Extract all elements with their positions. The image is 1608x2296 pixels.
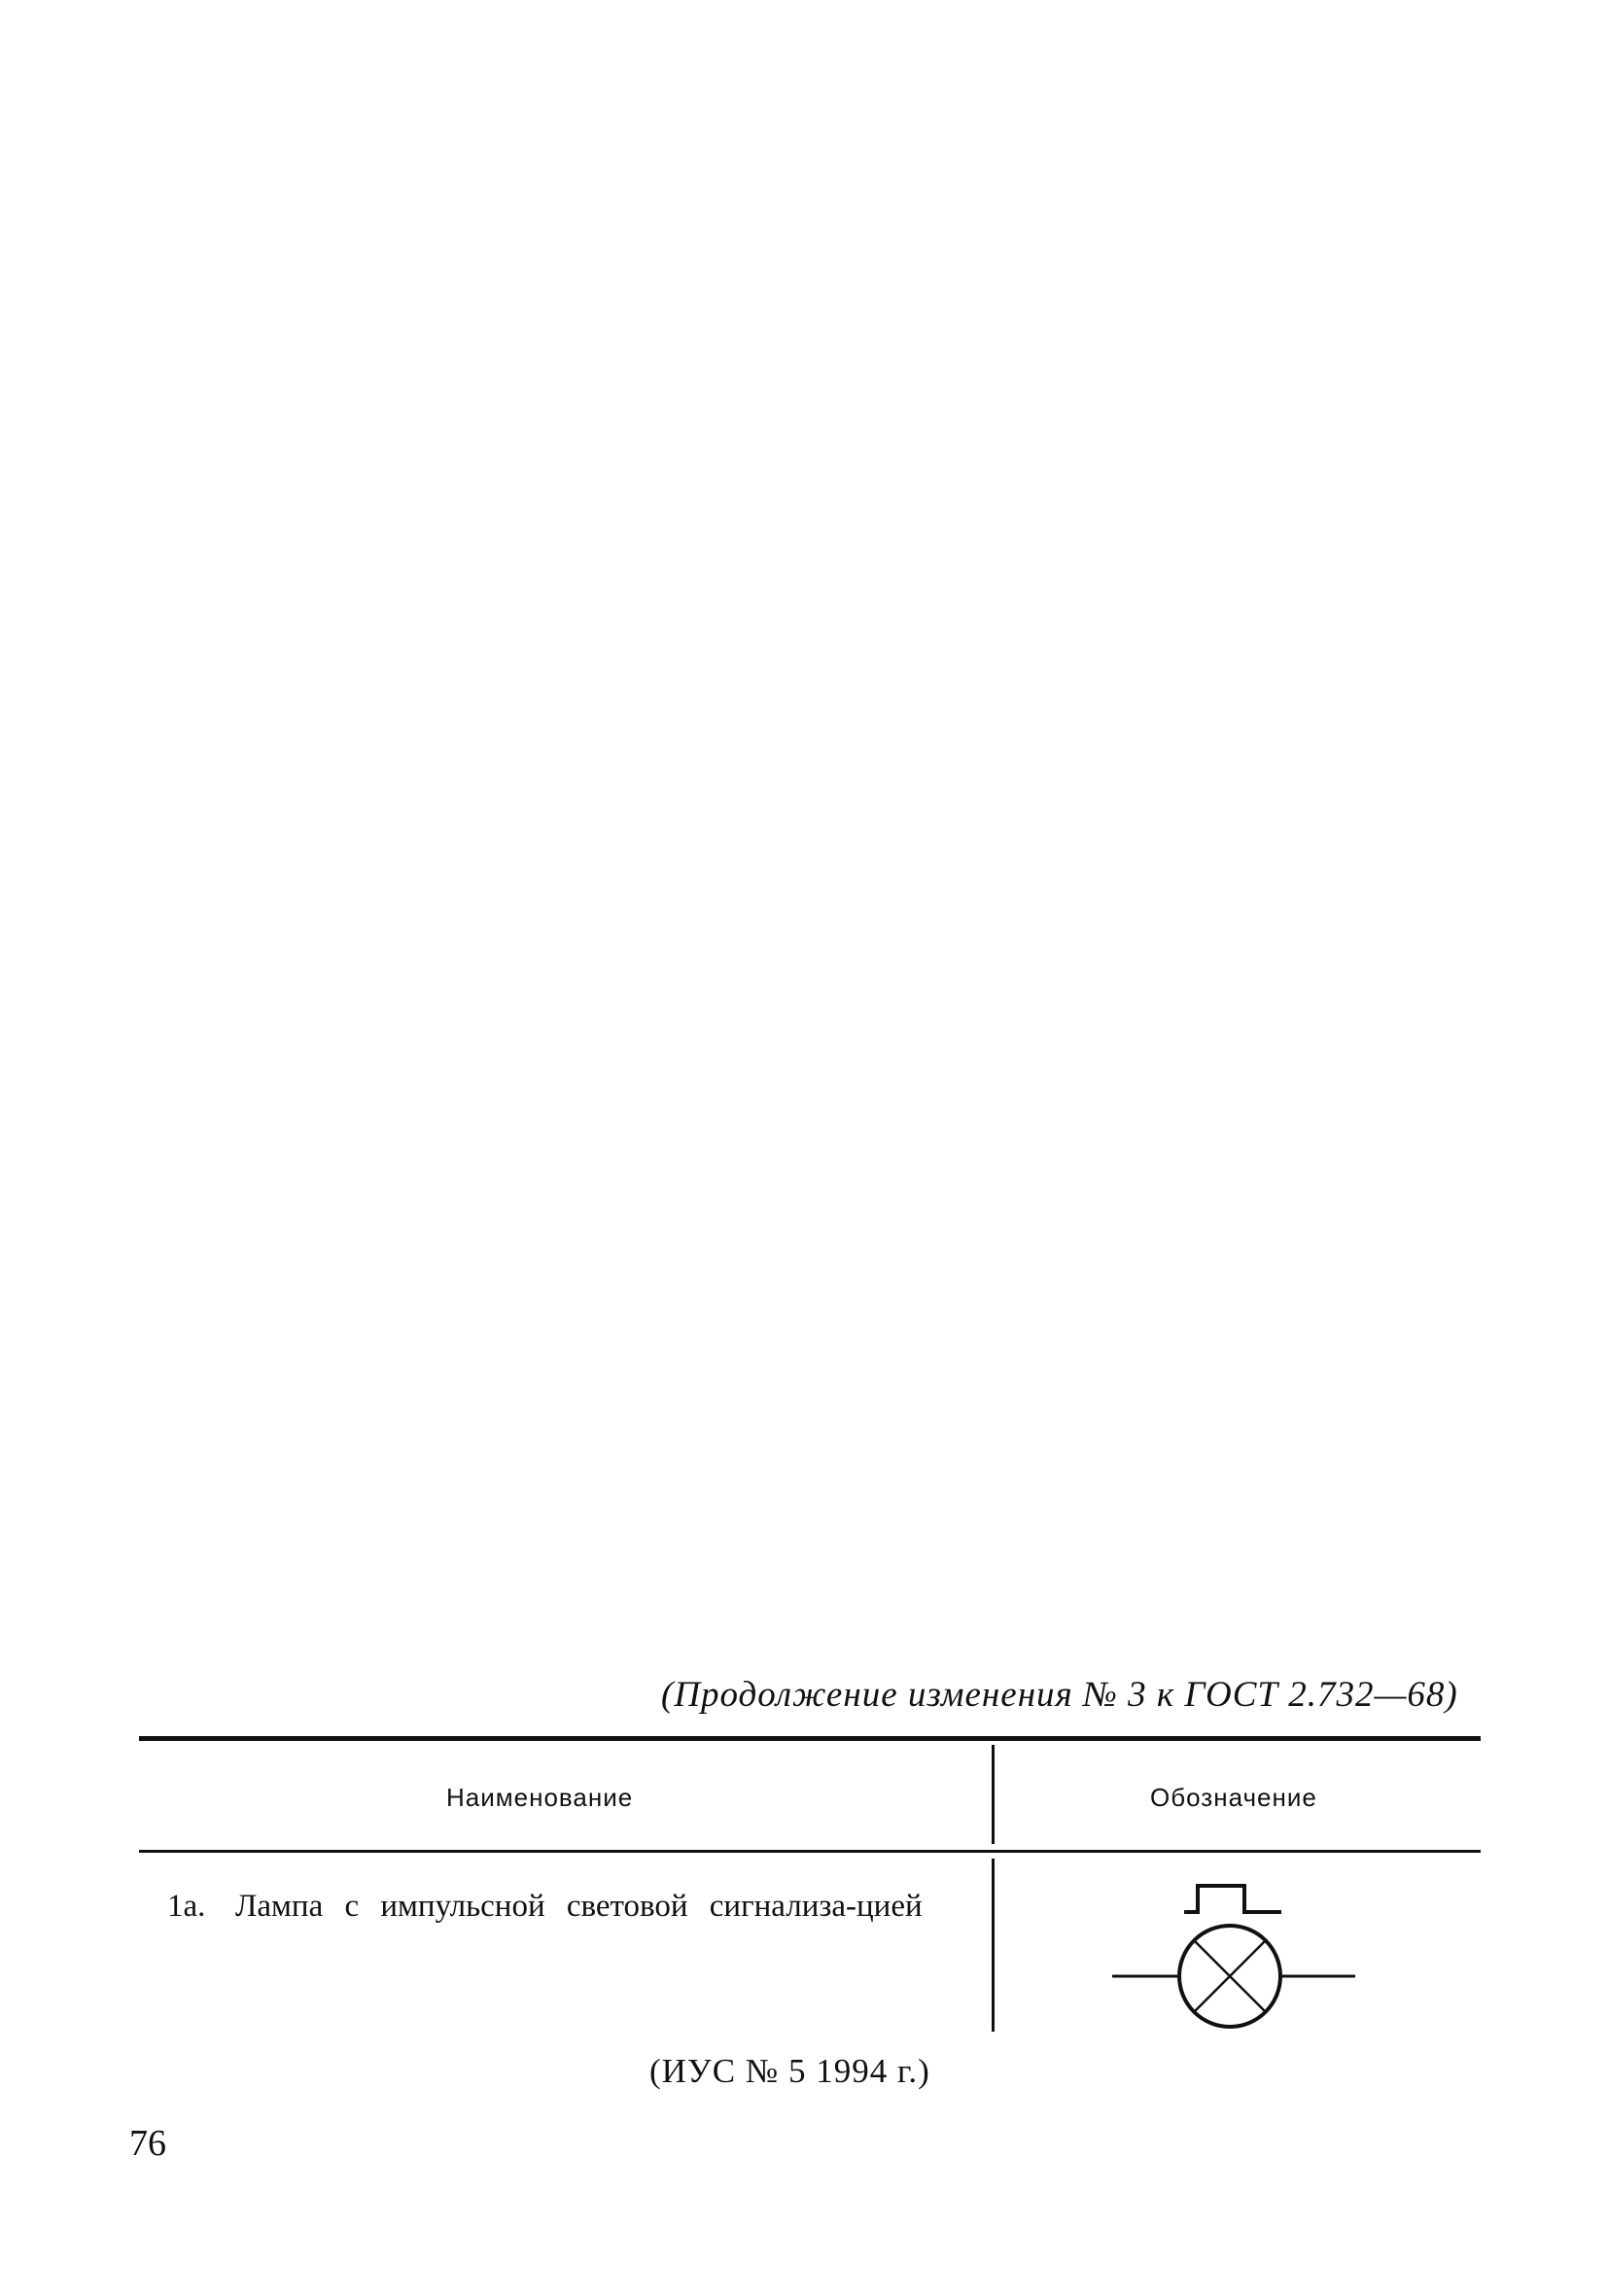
header-column-divider (992, 1745, 995, 1844)
row-name: Лампа с импульсной световой сигнализа-цией (235, 1889, 923, 1924)
continuation-note: (Продолжение изменения № 3 к ГОСТ 2.732—68) (661, 1675, 1458, 1715)
source-reference: (ИУС № 5 1994 г.) (649, 2052, 930, 2090)
page-number: 76 (129, 2123, 166, 2164)
header-name: Наименование (446, 1783, 634, 1812)
row-column-divider (992, 1859, 995, 2032)
header-designation: Обозначение (1150, 1783, 1317, 1812)
row-number: 1а. (167, 1889, 206, 1924)
pulsed-signal-lamp-icon (1108, 1871, 1361, 2036)
header-bottom-rule (139, 1850, 1481, 1853)
table-top-rule (139, 1736, 1481, 1741)
